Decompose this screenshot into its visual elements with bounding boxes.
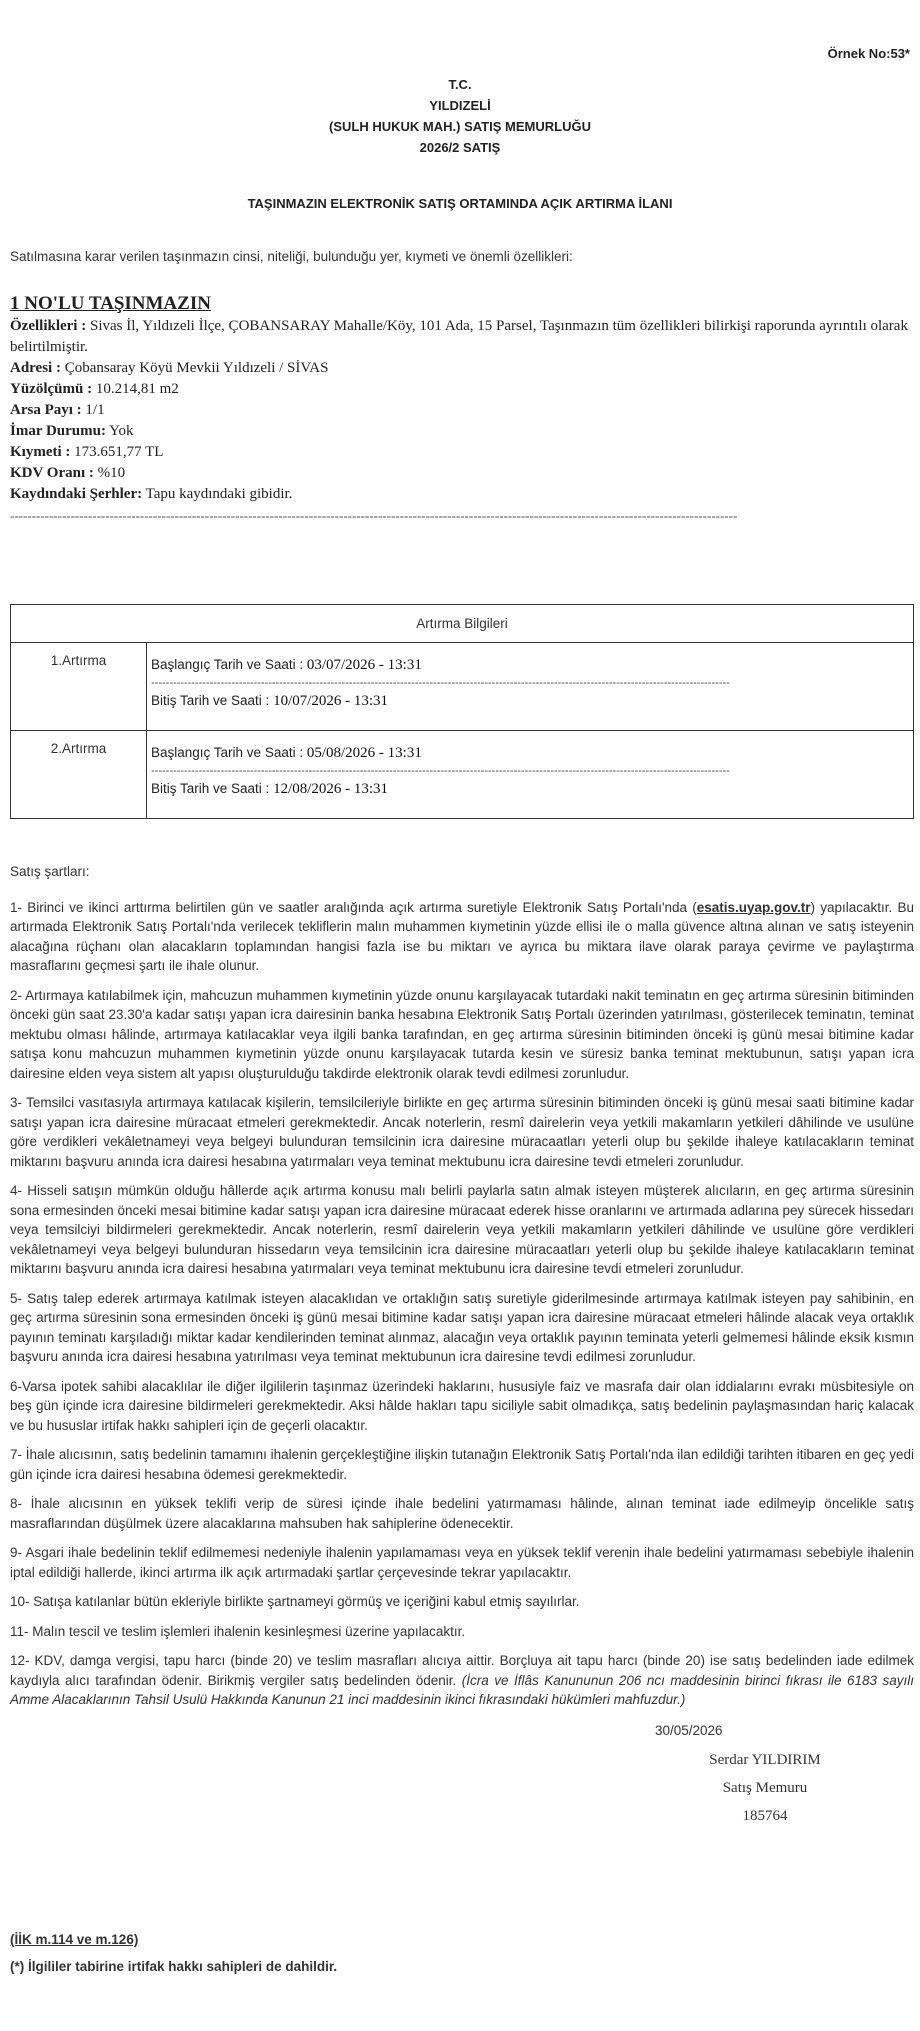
start-date-value: 05/08/2026 - 13:31	[306, 745, 422, 761]
features-label: Özellikleri :	[10, 318, 87, 334]
annotations-label: Kaydındaki Şerhler:	[10, 486, 143, 502]
property-divider: ------------------------------------------------------------------------------------------------------------------------------------------------------------------------	[10, 508, 738, 523]
condition-text: 1- Birinci ve ikinci arttırma belirtilen gün ve saatler aralığında açık artırma suretiyle Elektronik Satış Portalı'nda (	[10, 899, 697, 915]
condition-item: 9- Asgari ihale bedelinin teklif edilmemesi nedeniyle ihalenin yapılamaması veya en yüksek teklif verenin ihale bedelini yatırmaması sebebiyle ihalenin iptal edildiği hallerde, ikinci artırma ilk açık artırmadaki şartlar çerçevesinde tekrar yapılacaktır.	[10, 1545, 914, 1580]
start-date-value: 03/07/2026 - 13:31	[306, 657, 422, 673]
end-date-label: Bitiş Tarih ve Saati :	[151, 781, 274, 796]
auction-dates	[147, 643, 914, 731]
auction-header: Artırma Bilgileri	[11, 605, 914, 643]
property-zoning	[10, 421, 910, 442]
features-value: Sivas İl, Yıldızeli İlçe, ÇOBANSARAY Mahalle/Köy, 101 Ada, 15 Parsel, Taşınmazın tüm özellikleri bilirkişi raporunda ayrıntılı olarak belirtilmiştir.	[10, 318, 908, 355]
condition-item: 3- Temsilci vasıtasıyla artırmaya katılacak kişilerin, temsilcileriyle birlikte en geç artırma süresinin bitiminden önceki iş günü mesai saati bitimine kadar satışı yapan icra dairesine müracaat etmeleri gerekmektedir. Ancak noterlerin, resmî dairelerin veya yetkili makamların yetkileri dâhilinde ve usulüne göre verdikleri vekâletnameyi veya belgeyi bulunduran temsilcinin icra dairesine müracaatları yeterli olup bu şekilde ihaleye katılacakların teminat miktarını başvuru anında icra dairesi hesabına yatırmaları veya teminat mektubunu icra dairesine tevdi etmeleri zorunludur.	[10, 1095, 914, 1169]
auction-header-row	[11, 605, 914, 643]
condition-item: 7- İhale alıcısının, satış bedelinin tamamını ihalenin gerçekleştiğine ilişkin tutanağın Elektronik Satış Portalı'nda ilan edildiği tarihten itibaren en geç yedi gün içinde icra dairesi hesabına ödemesi gerekmektedir.	[10, 1447, 914, 1482]
vat-label: KDV Oranı :	[10, 465, 94, 481]
condition-item: 4- Hisseli satışın mümkün olduğu hâllerde açık artırma konusu malı belirli paylarla satın almak isteyen müşterek alıcıların, en geç artırma süresinin sona ermesinden önceki mesai bitimine kadar satışı yapan icra dairesine müracaat ederek hisse oranlarını ve artırmada adlarına pey sürecek hissedarı veya temsilciyi bildirmeleri gerekmektedir. Ancak noterlerin, resmî dairelerin veya yetkili makamların yetkileri dâhilinde ve usulüne göre verdikleri vekâletnameyi veya belgeyi bulunduran hissedarın veya temsilcinin icra dairesine müracaatları yeterli olup bu şekilde ihaleye katılacakların teminat miktarını başvuru anında icra dairesi hesabına yatırmaları veya teminat mektubunu icra dairesine tevdi etmeleri zorunludur.	[10, 1183, 914, 1276]
header-office: (SULH HUKUK MAH.) SATIŞ MEMURLUĞU	[329, 119, 591, 134]
auction-dates	[147, 731, 914, 819]
sample-number: Örnek No:53*	[827, 46, 910, 61]
auction-separator: --------------------------------------------------------------------------------------------------------------------------------------------------------------	[151, 677, 730, 689]
notice-title: TAŞINMAZIN ELEKTRONİK SATIŞ ORTAMINDA AÇIK ARTIRMA İLANI	[247, 196, 673, 211]
area-label: Yüzölçümü :	[10, 381, 93, 397]
address-label: Adresi :	[10, 360, 61, 376]
land-share-label: Arsa Payı :	[10, 402, 82, 418]
start-date-label: Başlangıç Tarih ve Saati :	[151, 657, 307, 672]
condition-item	[10, 1651, 914, 1710]
zoning-value: Yok	[105, 423, 134, 439]
property-details	[10, 292, 910, 526]
condition-text: ) yapılacaktır. Bu artırmada Elektronik Satış Portalı'nda verilecek tekliflerin malın muhammen kıymetinin yüzde ellisi ile o malla güvence altına alınan ve satış isteyenin alacağına rüçhanı olan alacakların toplamından hangisi fazla ise bu miktarı ve ayrıca bu miktara ilave olarak paraya çevirme ve paylaştırma masraflarını geçmesi şartı ile ihale olunur.	[10, 899, 914, 973]
sale-conditions	[10, 862, 914, 1720]
property-area	[10, 379, 910, 400]
property-annotations	[10, 484, 910, 505]
footnote: (*) İlgililer tabirine irtifak hakkı sahipleri de dahildir.	[10, 1959, 338, 1974]
auction-table	[10, 604, 914, 819]
property-features	[10, 316, 910, 358]
conditions-header: Satış şartları:	[10, 864, 90, 879]
property-value	[10, 442, 910, 463]
signatory-code: 185764	[742, 1808, 788, 1824]
condition-text: 12- KDV, damga vergisi, tapu harcı (binde 20) ve teslim masrafları alıcıya aittir. Borçluya ait tapu harcı (binde 20) ise satış bedelinden iade edilmek kaydıyla alıcı tarafından ödenir. Birikmiş vergiler satış bedelinden ödenir.	[10, 1653, 914, 1688]
auction-row	[11, 643, 914, 731]
condition-item: 8- İhale alıcısının en yüksek teklifi verip de süresi içinde ihale bedelini yatırmaması hâlinde, alınan teminat iade edilmeyip öncelikle satış masraflarından düşülmek üzere alacaklarına mahsuben hak sahiplerine ödenecektir.	[10, 1496, 914, 1531]
zoning-label: İmar Durumu:	[10, 423, 106, 439]
law-reference: (İİK m.114 ve m.126)	[10, 1932, 139, 1947]
condition-item: 6-Varsa ipotek sahibi alacaklılar ile diğer ilgililerin taşınmaz üzerindeki haklarını, hususiyle faiz ve masrafa dair olan iddialarını evrakı müsbitesiyle on beş gün içinde icra dairesine bildirmeleri gerekmektedir. Aksi hâlde hakları tapu siciliyle sabit olmadıkça, satış bedelinin paylaşmasından hariç kalacak ve bu hususlar irtifak hakkı sahipleri için de geçerli olacaktır.	[10, 1378, 914, 1433]
vat-value: %10	[93, 465, 126, 481]
condition-item	[10, 898, 914, 976]
property-heading: 1 NO'LU TAŞINMAZIN	[10, 293, 211, 314]
end-date-value: 12/08/2026 - 13:31	[273, 781, 389, 797]
condition-item: 2- Artırmaya katılabilmek için, mahcuzun muhammen kıymetinin yüzde onunu karşılayacak tutardaki nakit teminatın en geç artırma süresinin bitiminden önceki gün saat 23.30'a kadar satışı yapan icra dairesinin banka hesabına Elektronik Satış Portalı üzerinden yatırılması, gösterilecek teminatın, teminat mektubu olması hâlinde, artırmaya katılacaklar veya ilgili banka tarafından, en geç artırma süresinin bitiminden önceki iş günü mesai bitimine kadar satışa konu mahcuzun muhammen kıymetinin yüzde onunu karşılayacak tutarda kesin ve süresiz banka teminat mektubunun, satışı yapan icra dairesine elden veya sistem alt yapısı oluşturulduğu takdirde elektronik olarak tevdi edilmesi zorunludur.	[10, 987, 914, 1081]
end-date	[151, 691, 909, 709]
document-header	[0, 74, 920, 158]
auction-label: 1.Artırma	[11, 643, 147, 731]
auction-separator: --------------------------------------------------------------------------------------------------------------------------------------------------------------	[151, 765, 730, 777]
legal-reservation: (İcra ve İflâs Kanununun 206 ncı maddesinin birinci fıkrası ile 6183 sayılı Amme Alacaklarının Tahsil Usulü Hakkında Kanunun 21 inci maddesinin ikinci fıkrasındaki hükümleri mahfuzdur.)	[10, 1672, 914, 1707]
address-value: Çobansaray Köyü Mevkii Yıldızeli / SİVAS	[60, 360, 329, 376]
land-share-value: 1/1	[81, 402, 105, 418]
area-value: 10.214,81 m2	[92, 381, 179, 397]
property-vat	[10, 463, 910, 484]
condition-item: 5- Satış talep ederek artırmaya katılmak isteyen alacaklıdan ve ortaklığın satış suretiyle giderilmesinde artırmaya katılmak isteyen pay sahibinin, en geç artırma süresinin sona ermesinden önceki iş günü mesai bitimine kadar satışı yapan icra dairesine müracaat etmeleri hâlinde alacak veya ortaklık payının teminatı karşıladığı miktar kadar kendilerinden teminat alınmaz, alacağın veya ortaklık payının teminata yeterli gelmemesi hâlinde eksik kısmın başvuru anında icra dairesi hesabına yatırılması veya teminat mektubunun icra dairesine tevdi edilmesi zorunludur.	[10, 1290, 914, 1364]
intro-text: Satılmasına karar verilen taşınmazın cinsi, niteliği, bulunduğu yer, kıymeti ve önemli özellikleri:	[10, 249, 573, 264]
end-date-value: 10/07/2026 - 13:31	[273, 693, 389, 709]
value-label: Kıymeti :	[10, 444, 71, 460]
end-date	[151, 779, 909, 797]
header-city: YILDIZELİ	[429, 98, 491, 113]
property-address	[10, 358, 910, 379]
start-date	[151, 649, 909, 673]
value-amount: 173.651,77 TL	[70, 444, 164, 460]
property-land-share	[10, 400, 910, 421]
esatis-link[interactable]: esatis.uyap.gov.tr	[696, 899, 811, 915]
auction-row	[11, 731, 914, 819]
start-date-label: Başlangıç Tarih ve Saati :	[151, 745, 307, 760]
auction-label: 2.Artırma	[11, 731, 147, 819]
signatory-title: Satış Memuru	[722, 1780, 808, 1796]
signature-date: 30/05/2026	[655, 1723, 723, 1738]
end-date-label: Bitiş Tarih ve Saati :	[151, 693, 274, 708]
annotations-value: Tapu kaydındaki gibidir.	[142, 486, 293, 502]
header-file-no: 2026/2 SATIŞ	[419, 140, 501, 155]
condition-item: 11- Malın tescil ve teslim işlemleri ihalenin kesinleşmesi üzerine yapılacaktır.	[10, 1623, 466, 1639]
condition-item: 10- Satışa katılanlar bütün ekleriyle birlikte şartnameyi görmüş ve içeriğini kabul etmiş sayılırlar.	[10, 1594, 580, 1609]
signatory-name: Serdar YILDIRIM	[709, 1752, 821, 1768]
start-date	[151, 737, 909, 761]
header-tc: T.C.	[448, 77, 472, 92]
